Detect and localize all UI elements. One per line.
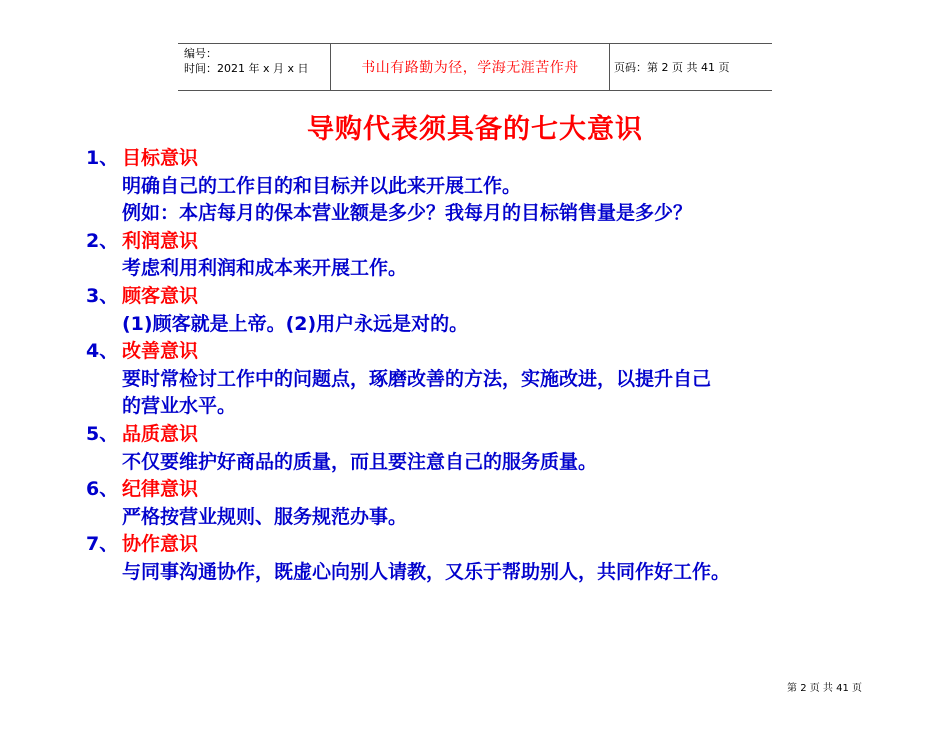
item-number: 3、: [86, 284, 119, 307]
page-footer: 第 2 页 共 41 页: [787, 683, 862, 694]
item-text: 与同事沟通协作，既虚心向别人请教，又乐于帮助别人，共同作好工作。: [122, 560, 731, 583]
item-text: (1)顾客就是上帝。(2)用户永远是对的。: [122, 312, 469, 335]
item-heading-row: [86, 476, 886, 504]
list-item: [86, 421, 886, 476]
item-heading: 目标意识: [122, 147, 199, 169]
item-text: 不仅要维护好商品的质量，而且要注意自己的服务质量。: [122, 450, 598, 473]
item-heading-row: [86, 228, 886, 256]
header-meta: [178, 44, 330, 90]
time-label: 时间：2021 年 x 月 x 日: [184, 62, 309, 75]
item-text: 严格按营业规则、服务规范办事。: [122, 505, 408, 528]
list-item: [86, 338, 886, 421]
list-item: [86, 283, 886, 338]
item-heading-row: [86, 421, 886, 449]
item-heading: 改善意识: [122, 340, 199, 363]
page-title: 导购代表须具备的七大意识: [307, 114, 643, 145]
item-text: 的营业水平。: [122, 395, 237, 418]
header-motto: 书山有路勤为径，学海无涯苦作舟: [330, 44, 610, 90]
item-number: 5、: [86, 422, 119, 445]
page-header: [178, 43, 772, 91]
item-text: 明确自己的工作目的和目标并以此来开展工作。: [122, 174, 522, 197]
item-heading: 顾客意识: [122, 284, 199, 307]
item-number: 6、: [86, 478, 119, 501]
item-heading: 利润意识: [122, 229, 199, 252]
item-text: 考虑利用利润和成本来开展工作。: [122, 257, 408, 280]
item-heading-row: [86, 338, 886, 366]
item-heading-row: [86, 283, 886, 311]
item-number: 7、: [86, 533, 119, 556]
list-item: [86, 531, 886, 586]
item-heading: 品质意识: [122, 422, 199, 445]
number-label: 编号：: [184, 47, 217, 60]
item-text: 例如：本店每月的保本营业额是多少？我每月的目标销售量是多少？: [122, 202, 693, 225]
list-item: [86, 476, 886, 531]
item-heading-row: [86, 531, 886, 559]
item-number: 1、: [86, 147, 119, 169]
item-heading: 协作意识: [122, 533, 199, 556]
item-text: 要时常检讨工作中的问题点，琢磨改善的方法，实施改进，以提升自己: [122, 367, 712, 390]
item-number: 4、: [86, 340, 119, 363]
item-number: 2、: [86, 229, 119, 252]
header-page-info: 页码：第 2 页 共 41 页: [614, 61, 730, 74]
awareness-list: [86, 145, 886, 587]
item-heading-row: [86, 145, 886, 173]
list-item: [86, 145, 886, 228]
list-item: [86, 228, 886, 283]
item-heading: 纪律意识: [122, 478, 199, 501]
